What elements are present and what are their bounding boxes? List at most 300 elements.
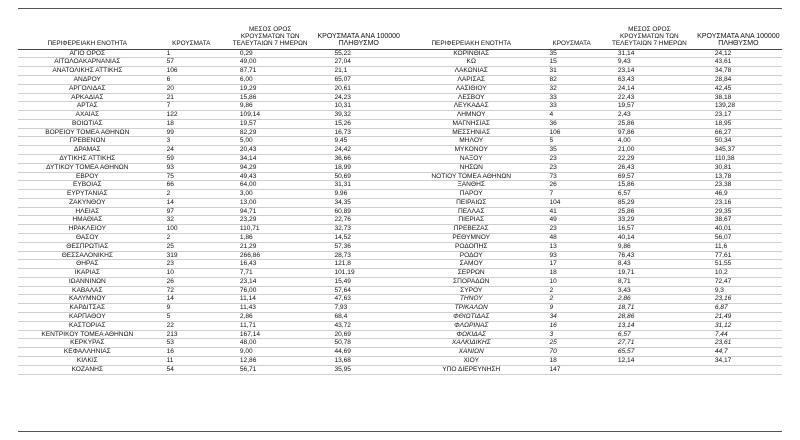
cases-cell: 14 [157,198,226,207]
per-100k-cell: 22,76 [314,216,403,225]
table-row [403,348,782,357]
region-name-cell: ΠΙΕΡΙΑΣ [403,216,539,225]
region-name-cell: ΡΕΘΥΜΝΟΥ [403,234,539,243]
cases-cell: 49 [539,216,603,225]
table-row [403,269,782,278]
header-avg: ΜΕΣΟΣ ΟΡΟΣ ΚΡΟΥΣΜΑΤΩΝ ΤΩΝ ΤΕΛΕΥΤΑΙΩΝ 7 ΗΜΕΡΩΝ [226,26,315,49]
avg-cell: 3,00 [226,190,315,199]
cases-cell: 23 [539,225,603,234]
cases-cell: 3 [157,137,226,146]
avg-cell: 23,29 [226,216,315,225]
per-100k-cell: 29,35 [695,207,782,216]
per-100k-cell: 43,72 [314,321,403,330]
avg-cell: 1,86 [226,234,315,243]
avg-cell: 12,14 [604,356,695,365]
region-name-cell: ΚΑΡΔΙΤΣΑΣ [18,304,157,313]
region-name-cell: ΚΑΣΤΟΡΙΑΣ [18,321,157,330]
cases-cell: 24 [157,146,226,155]
table-row [403,330,782,339]
avg-cell: 15,86 [226,93,315,102]
region-name-cell: ΑΧΑΪΑΣ [18,111,157,120]
table-row [403,58,782,67]
header-per: ΚΡΟΥΣΜΑΤΑ ΑΝΑ 100000 ΠΛΗΘΥΣΜΟ [695,26,782,49]
region-name-cell: ΞΑΝΘΗΣ [403,181,539,190]
avg-cell: 97,86 [604,128,695,137]
region-name-cell: ΠΕΛΛΑΣ [403,207,539,216]
region-name-cell: ΖΑΚΥΝΘΟΥ [18,198,157,207]
per-100k-cell: 14,52 [314,234,403,243]
per-100k-cell: 28,84 [695,75,782,84]
avg-cell: 48,00 [226,339,315,348]
table-row [403,75,782,84]
right-table [403,26,782,375]
cases-cell: 18 [157,119,226,128]
table-row [18,172,403,181]
avg-cell: 2,86 [226,313,315,322]
table-row [18,304,403,313]
region-name-cell: ΤΗΝΟΥ [403,295,539,304]
avg-cell: 21,29 [226,242,315,251]
region-name-cell: ΙΩΑΝΝΙΝΩΝ [18,277,157,286]
table-row [18,207,403,216]
per-100k-cell: 43,61 [695,58,782,67]
cases-cell: 319 [157,251,226,260]
table-row [403,84,782,93]
table-row [18,356,403,365]
per-100k-cell: 20,69 [314,330,403,339]
avg-cell: 22,43 [604,93,695,102]
cases-cell: 26 [157,277,226,286]
cases-cell: 16 [539,321,603,330]
table-row [403,49,782,58]
avg-cell: 2,86 [604,295,695,304]
table-row [403,277,782,286]
avg-cell: 13,14 [604,321,695,330]
header-per: ΚΡΟΥΣΜΑΤΑ ΑΝΑ 100000 ΠΛΗΘΥΣΜΟ [314,26,403,49]
region-name-cell: ΛΑΚΩΝΙΑΣ [403,67,539,76]
cases-cell: 9 [539,304,603,313]
table-row [403,190,782,199]
per-100k-cell: 35,95 [314,365,403,374]
region-name-cell: ΓΡΕΒΕΝΩΝ [18,137,157,146]
avg-cell: 15,86 [604,181,695,190]
per-100k-cell: 68,4 [314,313,403,322]
region-name-cell: ΜΕΣΣΗΝΙΑΣ [403,128,539,137]
per-100k-cell: 31,31 [314,181,403,190]
avg-cell: 21,00 [604,146,695,155]
table-row [18,225,403,234]
table-row [403,365,782,374]
cases-cell: 15 [539,58,603,67]
per-100k-cell: 9,3 [695,286,782,295]
cases-cell: 48 [539,234,603,243]
table-row [18,154,403,163]
table-row [403,181,782,190]
region-name-cell: ΧΙΟΥ [403,356,539,365]
cases-cell: 57 [157,58,226,67]
table-row [18,313,403,322]
table-row [18,84,403,93]
per-100k-cell: 34,78 [695,67,782,76]
region-name-cell: ΕΒΡΟΥ [18,172,157,181]
region-name-cell: ΑΓΙΟ ΟΡΟΣ [18,49,157,58]
per-100k-cell: 11,6 [695,242,782,251]
cases-cell: 33 [539,93,603,102]
per-100k-cell: 39,32 [314,111,403,120]
table-row [18,260,403,269]
cases-cell: 20 [157,84,226,93]
region-name-cell: ΕΥΡΥΤΑΝΙΑΣ [18,190,157,199]
per-100k-cell: 23,16 [695,198,782,207]
table-row [18,321,403,330]
region-name-cell: ΡΟΔΟΠΗΣ [403,242,539,251]
avg-cell: 18,71 [604,304,695,313]
avg-cell: 19,29 [226,84,315,93]
per-100k-cell: 56,07 [695,234,782,243]
cases-cell: 10 [539,277,603,286]
cases-cell: 54 [157,365,226,374]
region-name-cell: ΑΝΑΤΟΛΙΚΗΣ ΑΤΤΙΚΗΣ [18,67,157,76]
avg-cell: 3,43 [604,286,695,295]
table-row [18,330,403,339]
per-100k-cell: 9,96 [314,190,403,199]
avg-cell: 49,43 [226,172,315,181]
cases-cell: 7 [539,190,603,199]
header-avg: ΜΕΣΟΣ ΟΡΟΣ ΚΡΟΥΣΜΑΤΩΝ ΤΩΝ ΤΕΛΕΥΤΑΙΩΝ 7 ΗΜΕΡΩΝ [604,26,695,49]
table-row [403,313,782,322]
region-name-cell: ΦΛΩΡΙΝΑΣ [403,321,539,330]
per-100k-cell: 66,27 [695,128,782,137]
region-name-cell: ΚΟΡΙΝΘΙΑΣ [403,49,539,58]
avg-cell: 20,43 [226,146,315,155]
region-name-cell: ΒΟΙΩΤΙΑΣ [18,119,157,128]
table-row [18,348,403,357]
per-100k-cell: 50,34 [695,137,782,146]
avg-cell: 25,86 [604,119,695,128]
avg-cell: 85,29 [604,198,695,207]
cases-cell: 93 [539,251,603,260]
region-name-cell: ΝΟΤΙΟΥ ΤΟΜΕΑ ΑΘΗΝΩΝ [403,172,539,181]
right-table-panel [403,26,782,375]
region-name-cell: ΣΥΡΟΥ [403,286,539,295]
avg-cell: 23,14 [604,67,695,76]
avg-cell: 4,00 [604,137,695,146]
table-row [403,102,782,111]
table-row [403,225,782,234]
cases-cell: 6 [157,75,226,84]
avg-cell: 64,00 [226,181,315,190]
table-row [403,242,782,251]
per-100k-cell: 10,31 [314,102,403,111]
table-row [403,154,782,163]
cases-cell: 18 [539,356,603,365]
region-name-cell: ΠΕΙΡΑΙΩΣ [403,198,539,207]
region-name-cell: ΗΡΑΚΛΕΙΟΥ [18,225,157,234]
table-row [18,146,403,155]
table-row [18,365,403,374]
avg-cell: 56,71 [226,365,315,374]
cases-cell: 59 [157,154,226,163]
table-row [403,172,782,181]
region-name-cell: ΤΡΙΚΑΛΩΝ [403,304,539,313]
table-row [403,339,782,348]
cases-cell: 53 [157,339,226,348]
table-row [18,111,403,120]
region-name-cell: ΜΑΓΝΗΣΙΑΣ [403,119,539,128]
table-row [18,128,403,137]
per-100k-cell: 50,78 [314,339,403,348]
avg-cell: 7,71 [226,269,315,278]
table-row [403,356,782,365]
cases-cell: 75 [157,172,226,181]
cases-cell: 2 [157,190,226,199]
table-row [403,146,782,155]
header-unit: ΠΕΡΙΦΕΡΕΙΑΚΗ ΕΝΟΤΗΤΑ [403,26,539,49]
table-row [403,67,782,76]
cases-cell: 99 [157,128,226,137]
cases-cell: 26 [539,181,603,190]
table-row [403,198,782,207]
per-100k-cell: 21,49 [695,313,782,322]
cases-cell: 23 [539,163,603,172]
per-100k-cell: 34,17 [695,356,782,365]
table-row [403,93,782,102]
avg-cell: 34,14 [226,154,315,163]
region-name-cell: ΚΑΒΑΛΑΣ [18,286,157,295]
per-100k-cell: 345,37 [695,146,782,155]
avg-cell: 0,29 [226,49,315,58]
region-name-cell: ΥΠΟ ΔΙΕΡΕΥΝΗΣΗ [403,365,539,374]
region-name-cell: ΛΗΜΝΟΥ [403,111,539,120]
per-100k-cell: 50,69 [314,172,403,181]
cases-cell: 5 [157,313,226,322]
cases-cell: 66 [157,181,226,190]
cases-cell: 213 [157,330,226,339]
region-name-cell: ΗΜΑΘΙΑΣ [18,216,157,225]
avg-cell: 8,71 [604,277,695,286]
region-name-cell: ΝΑΞΟΥ [403,154,539,163]
avg-cell: 6,57 [604,190,695,199]
per-100k-cell: 38,67 [695,216,782,225]
avg-cell: 16,43 [226,260,315,269]
region-name-cell: ΘΑΣΟΥ [18,234,157,243]
region-name-cell: ΑΡΤΑΣ [18,102,157,111]
per-100k-cell: 24,42 [314,146,403,155]
region-name-cell: ΛΑΡΙΣΑΣ [403,75,539,84]
per-100k-cell: 60,89 [314,207,403,216]
table-row [403,234,782,243]
cases-cell: 106 [157,67,226,76]
per-100k-cell: 18,99 [314,163,403,172]
cases-cell: 34 [539,313,603,322]
per-100k-cell: 31,12 [695,321,782,330]
per-100k-cell: 65,07 [314,75,403,84]
region-name-cell: ΔΥΤΙΚΗΣ ΑΤΤΙΚΗΣ [18,154,157,163]
right-table-body [403,49,782,374]
region-name-cell: ΜΗΛΟΥ [403,137,539,146]
avg-cell: 11,43 [226,304,315,313]
table-row [18,251,403,260]
per-100k-cell: 44,7 [695,348,782,357]
cases-cell: 16 [157,348,226,357]
table-row [403,119,782,128]
region-name-cell: ΛΑΣΙΘΙΟΥ [403,84,539,93]
region-name-cell: ΚΑΡΠΑΘΟΥ [18,313,157,322]
table-row [18,295,403,304]
per-100k-cell [695,365,782,374]
avg-cell: 19,71 [604,269,695,278]
cases-cell: 2 [539,295,603,304]
table-row [18,49,403,58]
table-row [18,234,403,243]
avg-cell: 19,57 [604,102,695,111]
avg-cell: 8,43 [604,260,695,269]
header-unit: ΠΕΡΙΦΕΡΕΙΑΚΗ ΕΝΟΤΗΤΑ [18,26,157,49]
cases-cell: 97 [157,207,226,216]
cases-cell: 17 [539,260,603,269]
table-row [18,216,403,225]
per-100k-cell: 16,73 [314,128,403,137]
table-row [18,277,403,286]
avg-cell: 69,57 [604,172,695,181]
per-100k-cell: 42,45 [695,84,782,93]
avg-cell: 22,29 [604,154,695,163]
region-name-cell: ΑΝΔΡΟΥ [18,75,157,84]
avg-cell: 26,43 [604,163,695,172]
cases-cell: 104 [539,198,603,207]
per-100k-cell: 28,73 [314,251,403,260]
per-100k-cell: 23,17 [695,111,782,120]
avg-cell: 65,57 [604,348,695,357]
region-name-cell: ΚΕΝΤΡΙΚΟΥ ΤΟΜΕΑ ΑΘΗΝΩΝ [18,330,157,339]
cases-cell: 9 [157,304,226,313]
table-row [18,269,403,278]
per-100k-cell: 23,16 [695,295,782,304]
cases-cell: 1 [157,49,226,58]
avg-cell: 76,43 [604,251,695,260]
per-100k-cell: 77,61 [695,251,782,260]
cases-cell: 82 [539,75,603,84]
table-row [18,242,403,251]
avg-cell: 82,29 [226,128,315,137]
region-name-cell: ΧΑΝΙΩΝ [403,348,539,357]
per-100k-cell: 23,61 [695,339,782,348]
region-name-cell: ΠΑΡΟΥ [403,190,539,199]
table-row [403,137,782,146]
avg-cell: 24,14 [604,84,695,93]
avg-cell: 167,14 [226,330,315,339]
per-100k-cell: 34,35 [314,198,403,207]
avg-cell: 63,43 [604,75,695,84]
per-100k-cell: 21,1 [314,67,403,76]
region-name-cell: ΠΡΕΒΕΖΑΣ [403,225,539,234]
cases-cell: 35 [539,49,603,58]
table-row [18,67,403,76]
per-100k-cell: 110,38 [695,154,782,163]
avg-cell: 9,86 [226,102,315,111]
per-100k-cell: 55,22 [314,49,403,58]
cases-cell: 25 [539,339,603,348]
cases-cell: 13 [539,242,603,251]
bottom-rule [18,431,782,432]
right-header-row [403,26,782,49]
per-100k-cell: 101,19 [314,269,403,278]
avg-cell: 23,14 [226,277,315,286]
table-row [18,198,403,207]
avg-cell: 76,00 [226,286,315,295]
cases-cell: 72 [157,286,226,295]
avg-cell: 33,29 [604,216,695,225]
cases-cell: 25 [157,242,226,251]
per-100k-cell: 13,78 [695,172,782,181]
per-100k-cell: 38,18 [695,93,782,102]
cases-cell: 106 [539,128,603,137]
cases-cell: 73 [539,172,603,181]
cases-cell: 36 [539,119,603,128]
avg-cell: 110,71 [226,225,315,234]
avg-cell: 31,14 [604,49,695,58]
cases-cell: 10 [157,269,226,278]
top-rule [18,8,782,9]
per-100k-cell: 23,38 [695,181,782,190]
table-row [403,260,782,269]
region-name-cell: ΜΥΚΟΝΟΥ [403,146,539,155]
region-name-cell: ΕΥΒΟΙΑΣ [18,181,157,190]
table-row [403,207,782,216]
per-100k-cell: 24,23 [314,93,403,102]
region-name-cell: ΔΡΑΜΑΣ [18,146,157,155]
region-name-cell: ΒΟΡΕΙΟΥ ΤΟΜΕΑ ΑΘΗΝΩΝ [18,128,157,137]
per-100k-cell: 7,93 [314,304,403,313]
cases-cell: 93 [157,163,226,172]
per-100k-cell: 24,12 [695,49,782,58]
cases-cell: 70 [539,348,603,357]
cases-cell: 32 [157,216,226,225]
region-name-cell: ΡΟΔΟΥ [403,251,539,260]
cases-cell: 2 [539,286,603,295]
avg-cell: 2,43 [604,111,695,120]
avg-cell: 109,14 [226,111,315,120]
left-header-row [18,26,403,49]
per-100k-cell: 51,55 [695,260,782,269]
left-table [18,26,403,375]
table-row [18,58,403,67]
avg-cell: 40,14 [604,234,695,243]
table-row [403,321,782,330]
cases-cell: 18 [539,269,603,278]
table-row [18,137,403,146]
per-100k-cell: 121,8 [314,260,403,269]
per-100k-cell: 15,49 [314,277,403,286]
avg-cell: 12,86 [226,356,315,365]
region-name-cell: ΦΘΙΩΤΙΔΑΣ [403,313,539,322]
cases-cell: 147 [539,365,603,374]
cases-cell: 7 [157,102,226,111]
region-name-cell: ΣΠΟΡΑΔΩΝ [403,277,539,286]
per-100k-cell: 57,36 [314,242,403,251]
per-100k-cell: 27,04 [314,58,403,67]
avg-cell: 9,00 [226,348,315,357]
region-name-cell: ΑΙΤΩΛΟΑΚΑΡΝΑΝΙΑΣ [18,58,157,67]
table-row [403,251,782,260]
per-100k-cell: 40,01 [695,225,782,234]
avg-cell: 11,14 [226,295,315,304]
table-row [18,102,403,111]
header-cases: ΚΡΟΥΣΜΑΤΑ [157,26,226,49]
region-name-cell: ΚΕΡΚΥΡΑΣ [18,339,157,348]
avg-cell: 25,86 [604,207,695,216]
avg-cell [604,365,695,374]
